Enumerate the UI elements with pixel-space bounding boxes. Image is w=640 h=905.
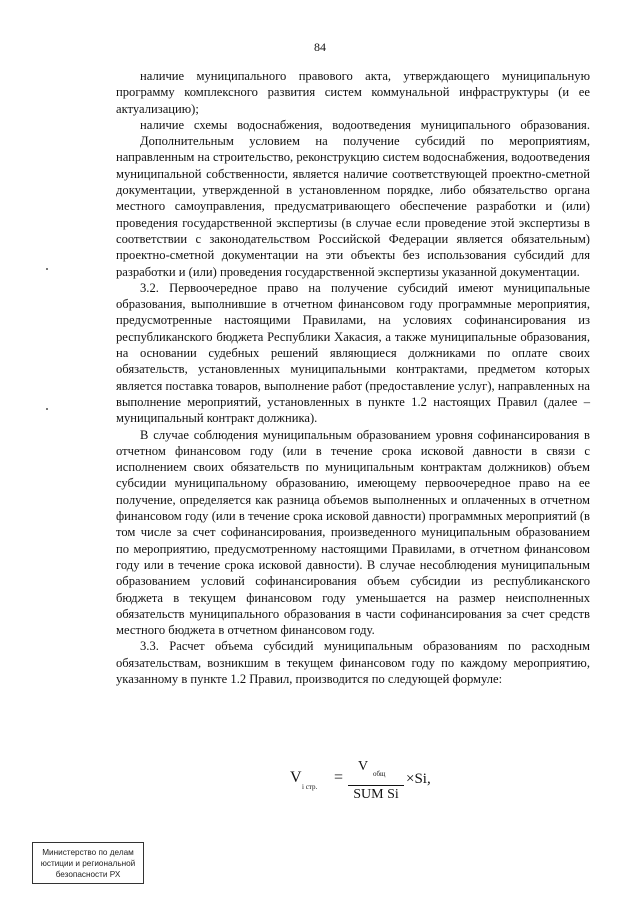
- stamp-line-3: безопасности РХ: [55, 870, 121, 879]
- formula-equals: =: [334, 769, 344, 786]
- paragraph-4: 3.2. Первоочередное право на получение субсидий имеют муниципальные образования, выполнившие в отчетном финансовом году программные мероприятия, предусмотренные настоящими Правилами, на условиях софинансирования из республиканского бюджета Республики Хакасия, а также муниципальные образования, на основании судебных решений являющиеся должниками по оплате своих обязательств, установленных муниципальными контрактами, предметом которых является поставка товаров, выполнение работ (предоставление услуг), направленных на выполнение мероприятий, установленных в пункте 1.2 настоящих Правил (далее – муниципальный контракт должника).: [116, 280, 590, 426]
- subsidy-formula: [290, 756, 530, 802]
- formula-multiplier: ×Si,: [406, 771, 431, 787]
- formula-lhs: V: [290, 769, 302, 786]
- formula-numerator: V: [358, 759, 369, 774]
- formula-denominator: SUM Si: [353, 787, 399, 802]
- formula-numerator-subscript: общ: [373, 770, 386, 778]
- scan-speck: [46, 408, 48, 410]
- stamp-line-1: Министерство по делам: [42, 848, 134, 857]
- page-number: 84: [314, 40, 326, 54]
- paragraph-3: Дополнительным условием на получение субсидий по мероприятиям, направленным на строительство, реконструкцию систем водоснабжения, водоотведения муниципальной собственности, является наличие соответствующей проектно-сметной документации, утвержденной в установленном порядке, либо обязательство органа местного самоуправления, предусматривающего обеспечение разработки и (или) проведения государственной экспертизы (в случае если проведение этой экспертизы в соответствии с законодательством Российской Федерации является обязательным) проектно-сметной документации на эти объекты без использования субсидий для разработки и (или) проведения государственной экспертизы указанной документации.: [116, 134, 590, 279]
- paragraph-2: наличие схемы водоснабжения, водоотведения муниципального образования.: [140, 117, 590, 132]
- paragraph-1: наличие муниципального правового акта, утверждающего муниципальную программу комплексного развития систем коммунальной инфраструктуры (и ее актуализацию);: [116, 69, 590, 116]
- body-text: [116, 68, 590, 687]
- paragraph-6: 3.3. Расчет объема субсидий муниципальным образованиям по расходным обязательствам, возникшим в текущем финансовом году по каждому мероприятию, указанному в пункте 1.2 Правил, производится по следующей формуле:: [116, 639, 590, 686]
- formula-lhs-subscript: i стр.: [302, 783, 318, 791]
- scan-speck: [46, 268, 48, 270]
- paragraph-5: В случае соблюдения муниципальным образованием уровня софинансирования в отчетном финансовом году (или в течение срока исковой давности в связи с исполнением своих обязательств по муниципальным контрактам должников) объем субсидии муниципальному образованию, имеющему первоочередное право на ее получение, определяется как разница объемов выполненных и оплаченных в отчетном финансовом году (или в течение срока исковой давности) программных мероприятий (в том числе за счет софинансирования, произведенного муниципальным образованием по мероприятию, предусмотренному настоящими Правилами, в отчетном финансовом году или в течение срока исковой давности). В случае несоблюдения муниципальным образованием условий софинансирования объем субсидии из республиканского бюджета в текущем финансовом году уменьшается на размер неисполненных обязательств муниципального образования в части софинансирования за счет средств местного бюджета в отчетном финансовом году.: [116, 427, 590, 638]
- fraction-line: [348, 785, 404, 786]
- ministry-stamp: [32, 842, 144, 884]
- stamp-line-2: юстиции и региональной: [40, 859, 136, 868]
